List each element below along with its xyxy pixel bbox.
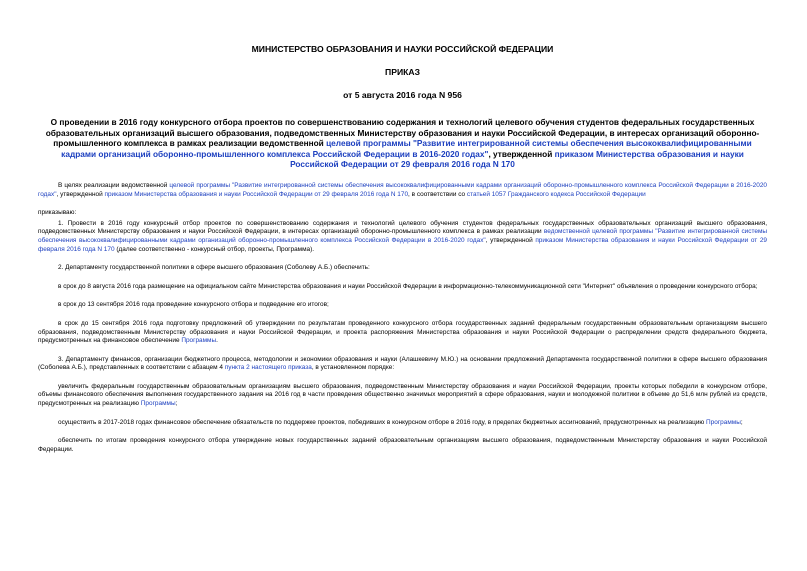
item3-sub3: обеспечить по итогам проведения конкурсного отбора утверждение новых государственных заданий образовательным организациям высшего образования, подведомственным Министерству образования и науки Российской Федерации. (38, 437, 767, 453)
document-body (38, 182, 767, 454)
item3-sub2-program-link[interactable]: Программы (706, 418, 741, 426)
title-program-link[interactable]: целевой программы "Развитие интегрированной системы обеспечения высококвалифицированными кадрами организаций оборонно-промышленного комплекса Российской Федерации в 2016-2020 годах" (61, 138, 752, 159)
item3-paragraph: 3. Департаменту финансов, организации бюджетного процесса, методологии и экономики образования и науки (Алашкевичу М.Ю.) на основании предложений Департамента государственной политики в сфере высшего образования (Соболева А.Б.), представленных в соответствии с абзацем 4 пункта 2 настоящего приказа, в установленном порядке: (38, 355, 767, 372)
order-word: приказываю: (38, 209, 77, 217)
item3-clause-link[interactable]: пункта 2 настоящего приказа (224, 364, 312, 372)
intro-program-link[interactable]: целевой программы "Развитие интегрированной системы обеспечения высококвалифицированными кадрами организаций оборонно-промышленного комплекса Российской Федерации в 2016-2020 годах" (38, 181, 768, 198)
item2-paragraph: 2. Департаменту государственной политики в сфере высшего образования (Соболеву А.Б.) обеспечить: (58, 264, 370, 272)
doc-date-number: от 5 августа 2016 года N 956 (343, 90, 462, 100)
item3-sub1: увеличить федеральным государственным образовательным организациям высшего образования, подведомственным Министерству образования и науки Российской Федерации, проекты которых победили в конкурсном отборе, объемы финансового обеспечения выполнения государственного задания на 2016 год в части проведения общественно значимых мероприятий в сфере образования, науки и молодежной политики в объеме до 51,6 млн рублей из средств, предусмотренных на реализацию Программы; (38, 382, 767, 408)
item2-program-link[interactable]: Программы (181, 337, 217, 345)
doc-type-heading: ПРИКАЗ (385, 67, 420, 77)
document-title: О проведении в 2016 году конкурсного отбора проектов по совершенствованию содержания и технологий целевого обучения студентов федеральных государственных образовательных организаций высшего образования, подведомственных Министерству образования и науки Российской Федерации, в интересах организаций оборонно-промышленного комплекса в рамках реализации ведомственной целевой программы "Развитие интегрированной системы обеспечения высококвалифицированными кадрами организаций оборонно-промышленного комплекса Российской Федерации в 2016-2020 годах", утвержденной приказом Министерства образования и науки Российской Федерации от 29 февраля 2016 года N 170 (45, 117, 760, 170)
item1-paragraph: 1. Провести в 2016 году конкурсный отбор проектов по совершенствованию содержания и технологий целевого обучения студентов федеральных государственных образовательных организаций высшего образования, подведомственных Министерству образования и науки Российской Федерации, в интересах организаций оборонно-промышленного комплекса в рамках реализации ведомственной целевой программы "Развитие интегрированной системы обеспечения высококвалифицированными кадрами организаций оборонно-промышленного комплекса Российской Федерации в 2016-2020 годах", утвержденной приказом Министерства образования и науки Российской Федерации от 29 февраля 2016 года N 170 (далее соответственно - конкурсный отбор, проекты, Программа). (38, 219, 767, 253)
item3-sub1-program-link[interactable]: Программы (140, 400, 176, 408)
item3-sub2: осуществить в 2017-2018 годах финансовое обеспечение обязательств по поддержке проектов, победивших в конкурсном отборе в 2016 году, в пределах бюджетных ассигнований, предусмотренных на реализацию Программы; (58, 418, 743, 426)
item2-sub1: в срок до 8 августа 2016 года размещение на официальном сайте Министерства образования и науки Российской Федерации в информационно-телекоммуникационной сети "Интернет" объявления о проведении конкурсного отбора; (58, 282, 758, 290)
ministry-heading: МИНИСТЕРСТВО ОБРАЗОВАНИЯ И НАУКИ РОССИЙСКОЙ ФЕДЕРАЦИИ (251, 44, 554, 54)
intro-paragraph: В целях реализации ведомственной целевой программы "Развитие интегрированной системы обеспечения высококвалифицированными кадрами организаций оборонно-промышленного комплекса Российской Федерации в 2016-2020 годах", утвержденной приказом Министерства образования и науки Российской Федерации от 29 февраля 2016 года N 170, в соответствии со статьей 1057 Гражданского кодекса Российской Федерации (38, 181, 768, 198)
item1-program-link[interactable]: ведомственной целевой программы "Развитие интегрированной системы обеспечения высококвалифицированными кадрами организаций оборонно-промышленного комплекса Российской Федерации в 2016-2020 годах" (38, 228, 767, 244)
intro-order-link[interactable]: приказом Министерства образования и науки Российской Федерации от 29 февраля 2016 года N 170 (104, 190, 409, 198)
intro-civil-code-link[interactable]: статьей 1057 Гражданского кодекса Российской Федерации (466, 190, 646, 198)
item2-sub2: в срок до 13 сентября 2016 года проведение конкурсного отбора и подведение его итогов; (58, 301, 329, 309)
item1-order-link[interactable]: приказом Министерства образования и науки Российской Федерации от 29 февраля 2016 года N 170 (38, 236, 767, 253)
title-order-link[interactable]: приказом Министерства образования и науки Российской Федерации от 29 февраля 2016 года N 170 (290, 148, 744, 170)
item2-sub3: в срок до 15 сентября 2016 года подготовку предложений об утверждении по результатам проведенного конкурсного отбора государственных заданий федеральным государственным образовательным организациям высшего образования, подведомственным Министерству образования и науки Российской Федерации, и проекта распоряжения Министерства образования и науки Российской Федерации о распределении средств федерального бюджета, предусмотренных на финансовое обеспечение Программы. (38, 319, 767, 345)
